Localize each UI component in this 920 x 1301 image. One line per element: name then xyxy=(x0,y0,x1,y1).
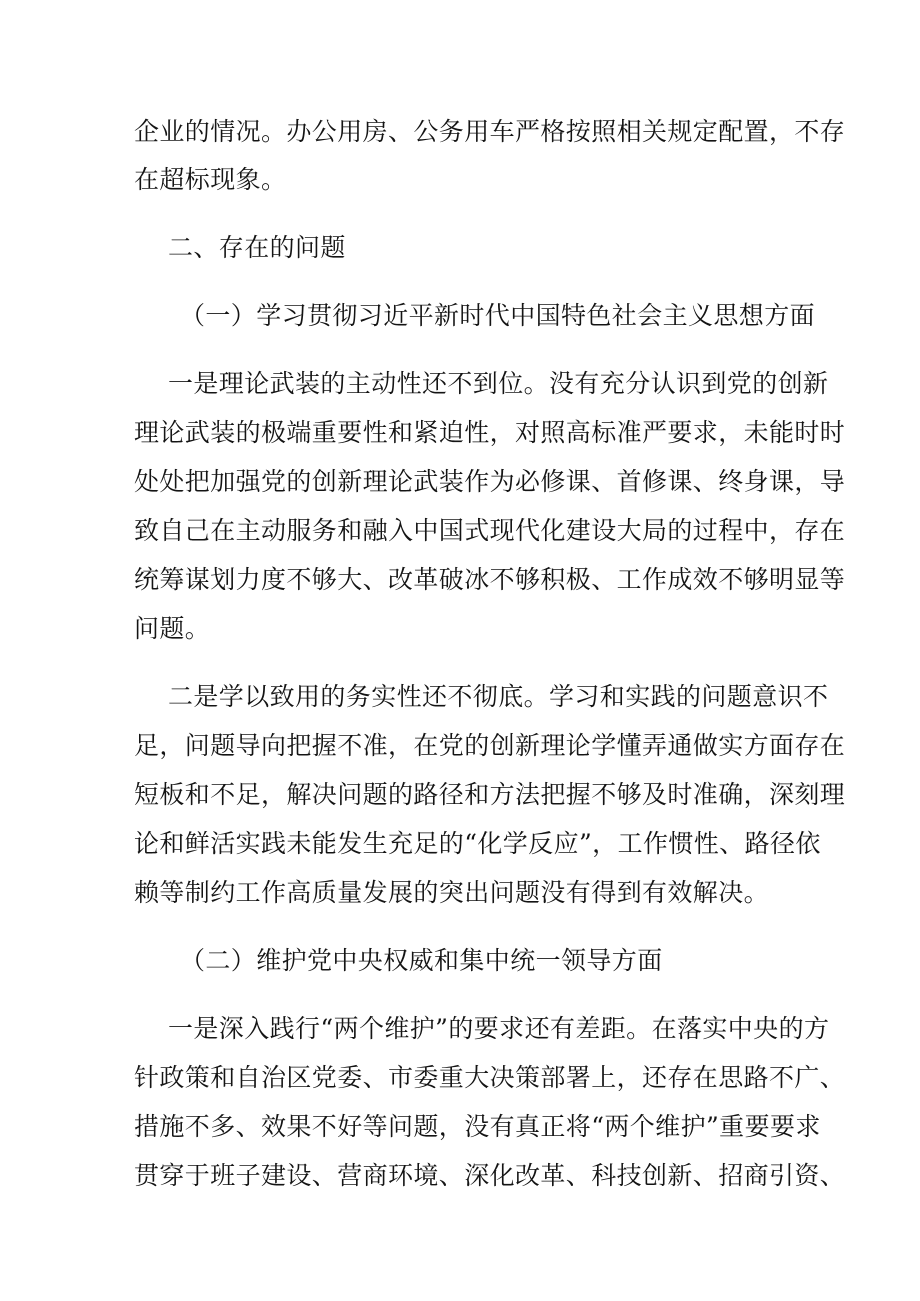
subsection-heading: （一）学习贯彻习近平新时代中国特色社会主义思想方面 xyxy=(180,301,816,330)
body-text-line: 足，问题导向把握不准，在党的创新理论学懂弄通做实方面存在 xyxy=(134,731,846,760)
body-text-line: 论和鲜活实践未能发生充足的“化学反应”，工作惯性、路径依 xyxy=(134,829,821,858)
paragraph-first-line: 二是学以致用的务实性还不彻底。学习和实践的问题意识不 xyxy=(168,682,829,711)
section-heading: 二、存在的问题 xyxy=(168,233,346,262)
body-text-line: 企业的情况。办公用房、公务用车严格按照相关规定配置，不存 xyxy=(134,117,846,146)
body-text-line: 统筹谋划力度不够大、改革破冰不够积极、工作成效不够明显等 xyxy=(134,565,846,594)
body-text-line: 致自己在主动服务和融入中国式现代化建设大局的过程中，存在 xyxy=(134,516,846,545)
body-text-line: 贯穿于班子建设、营商环境、深化改革、科技创新、招商引资、 xyxy=(134,1161,846,1190)
body-text-line: 处处把加强党的创新理论武装作为必修课、首修课、终身课，导 xyxy=(134,467,846,496)
body-text-line: 在超标现象。 xyxy=(134,165,287,194)
body-text-line: 赖等制约工作高质量发展的突出问题没有得到有效解决。 xyxy=(134,878,770,907)
body-text-line: 理论武装的极端重要性和紧迫性，对照高标准严要求，未能时时 xyxy=(134,418,846,447)
paragraph-first-line: 一是深入践行“两个维护”的要求还有差距。在落实中央的方 xyxy=(168,1014,830,1043)
body-text-line: 短板和不足，解决问题的路径和方法把握不够及时准确，深刻理 xyxy=(134,780,846,809)
subsection-heading: （二）维护党中央权威和集中统一领导方面 xyxy=(180,946,663,975)
body-text-line: 措施不多、效果不好等问题，没有真正将“两个维护”重要要求 xyxy=(134,1112,821,1141)
body-text-line: 问题。 xyxy=(134,614,211,643)
paragraph-first-line: 一是理论武装的主动性还不到位。没有充分认识到党的创新 xyxy=(168,369,829,398)
body-text-line: 针政策和自治区党委、市委重大决策部署上，还存在思路不广、 xyxy=(134,1063,846,1092)
